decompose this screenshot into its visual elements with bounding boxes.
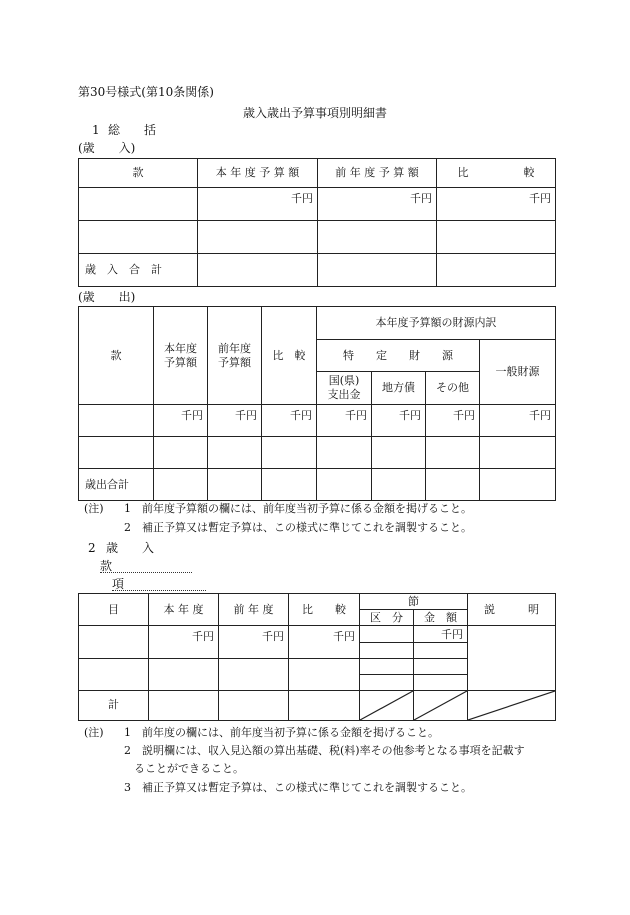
document-title: 歳入歳出予算事項別明細書 <box>242 106 387 120</box>
unit-label: 千円 <box>219 626 289 659</box>
total-label: 計 <box>79 690 149 720</box>
header-current-budget: 本年度 予算額 <box>154 307 208 405</box>
unit-label: 千円 <box>154 405 208 437</box>
header-kubun: 区 分 <box>360 610 414 626</box>
note-text: ることができること。 <box>134 762 244 775</box>
note-number: 3 <box>124 781 131 794</box>
unit-label: 千円 <box>317 405 372 437</box>
table-cell <box>360 674 414 690</box>
header-kan: 款 <box>79 159 198 188</box>
table-cell <box>79 221 198 254</box>
table-cell <box>414 658 468 674</box>
header-previous-budget: 前 年 度 予 算 額 <box>318 159 437 188</box>
section1-heading: 総 括 <box>108 123 157 137</box>
table-cell <box>372 437 426 469</box>
unit-label: 千円 <box>372 405 426 437</box>
note-number: 1 <box>124 502 131 515</box>
table-cell <box>154 437 208 469</box>
header-other: その他 <box>426 372 480 405</box>
table-cell <box>437 254 556 287</box>
header-comparison: 比 較 <box>262 307 317 405</box>
header-moku: 目 <box>79 594 149 626</box>
kan-label-text: 款 <box>100 560 192 573</box>
kou-label-text: 項 <box>112 578 206 591</box>
unit-label: 千円 <box>289 626 360 659</box>
header-explanation: 説 明 <box>468 594 556 626</box>
table-cell <box>154 469 208 501</box>
table-cell <box>198 254 318 287</box>
note-mark: (注) <box>84 502 104 515</box>
note-text: 補正予算又は暫定予算は、この様式に準じてこれを調製すること。 <box>142 521 472 534</box>
header-specific-funds: 特 定 財 源 <box>317 340 480 372</box>
table-cell <box>360 626 414 643</box>
table-cell <box>414 642 468 658</box>
table-cell <box>480 437 556 469</box>
header-current-budget: 本 年 度 予 算 額 <box>198 159 318 188</box>
table-cell <box>426 469 480 501</box>
kan-label <box>100 560 192 573</box>
expenditure-total-label: 歳出合計 <box>79 469 154 501</box>
diagonal-cell <box>360 690 414 720</box>
unit-label: 千円 <box>149 626 219 659</box>
table-cell <box>318 221 437 254</box>
header-general-funds: 一般財源 <box>480 340 556 405</box>
unit-label: 千円 <box>414 626 468 643</box>
table-cell <box>79 437 154 469</box>
note-text: 補正予算又は暫定予算は、この様式に準じてこれを調製すること。 <box>142 781 472 794</box>
kou-label <box>112 578 206 591</box>
unit-label: 千円 <box>480 405 556 437</box>
unit-label: 千円 <box>318 188 437 221</box>
table-cell <box>360 642 414 658</box>
header-comparison: 比 較 <box>437 159 556 188</box>
header-amount: 金 額 <box>414 610 468 626</box>
table-cell <box>372 469 426 501</box>
unit-label: 千円 <box>437 188 556 221</box>
table-cell <box>149 658 219 690</box>
header-comparison: 比 較 <box>289 594 360 626</box>
table-cell <box>219 690 289 720</box>
table-cell <box>79 658 149 690</box>
revenue-total-label: 歳 入 合 計 <box>79 254 198 287</box>
diagonal-cell <box>468 690 556 720</box>
table-cell <box>79 626 149 659</box>
table-cell <box>208 469 262 501</box>
table-cell <box>262 469 317 501</box>
header-funding-breakdown: 本年度予算額の財源内訳 <box>317 307 556 340</box>
header-current: 本 年 度 <box>149 594 219 626</box>
table-cell <box>318 254 437 287</box>
table-cell <box>468 626 556 691</box>
table-cell <box>262 437 317 469</box>
header-previous-budget: 前年度 予算額 <box>208 307 262 405</box>
diagonal-cell <box>414 690 468 720</box>
table-cell <box>426 437 480 469</box>
table-cell <box>219 658 289 690</box>
note-mark: (注) <box>84 726 104 739</box>
note-text: 前年度の欄には、前年度当初予算に係る金額を掲げること。 <box>142 726 439 739</box>
expenditure-label: (歳 出) <box>78 290 136 304</box>
section1-number: 1 <box>92 123 100 137</box>
table-cell <box>480 469 556 501</box>
note-number: 2 <box>124 521 131 534</box>
expenditure-summary-table <box>78 306 556 501</box>
section2-number: 2 <box>88 541 96 555</box>
header-setsu: 節 <box>360 594 468 610</box>
header-kan: 款 <box>79 307 154 405</box>
form-label: 第30号様式(第10条関係) <box>78 85 214 99</box>
table-cell <box>79 188 198 221</box>
table-cell <box>289 690 360 720</box>
table-cell <box>317 437 372 469</box>
header-previous: 前 年 度 <box>219 594 289 626</box>
table-cell <box>437 221 556 254</box>
table-cell <box>208 437 262 469</box>
header-national-subsidy: 国(県) 支出金 <box>317 372 372 405</box>
unit-label: 千円 <box>262 405 317 437</box>
note-number: 1 <box>124 726 131 739</box>
table-cell <box>414 674 468 690</box>
revenue-summary-table <box>78 158 556 287</box>
unit-label: 千円 <box>426 405 480 437</box>
revenue-detail-table <box>78 593 556 721</box>
note-number: 2 <box>124 744 131 757</box>
revenue-label: (歳 入) <box>78 141 136 155</box>
section2-heading: 歳 入 <box>106 541 155 555</box>
note-text: 前年度予算額の欄には、前年度当初予算に係る金額を掲げること。 <box>142 502 472 515</box>
unit-label: 千円 <box>198 188 318 221</box>
table-cell <box>289 658 360 690</box>
table-cell <box>317 469 372 501</box>
header-local-bond: 地方債 <box>372 372 426 405</box>
table-cell <box>360 658 414 674</box>
unit-label: 千円 <box>208 405 262 437</box>
note-text: 説明欄には、収入見込額の算出基礎、税(料)率その他参考となる事項を記載す <box>142 744 525 757</box>
table-cell <box>79 405 154 437</box>
table-cell <box>149 690 219 720</box>
table-cell <box>198 221 318 254</box>
